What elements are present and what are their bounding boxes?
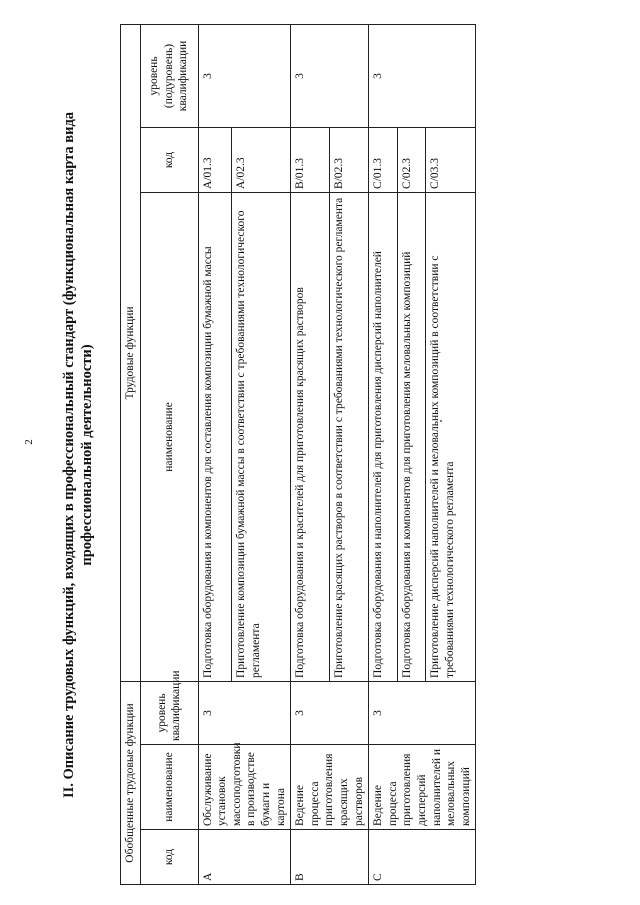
section-title: [60, 25, 96, 885]
function-code: A/01.3: [198, 127, 232, 192]
group-code: A: [198, 830, 291, 885]
function-sublevel: 3: [291, 24, 369, 127]
function-sublevel: 3: [369, 24, 476, 127]
table-row: [198, 24, 232, 884]
header-gen-code: код: [140, 830, 198, 885]
function-sublevel: 3: [198, 24, 291, 127]
header-func-name: наименование: [140, 192, 198, 681]
header-gen-name: наименование: [140, 745, 198, 830]
table-row: [291, 24, 330, 884]
group-name: Ведение процесса приготовления красящих растворов: [291, 745, 369, 830]
header-gen-level: уровень квалификации: [140, 681, 198, 744]
function-name: Подготовка оборудования и компонентов для приготовления меловальных композиций: [397, 192, 426, 681]
header-labor-functions: Трудовые функции: [121, 24, 141, 681]
function-name: Приготовление красящих растворов в соответствии с требованиями технологического регламента: [330, 192, 369, 681]
header-func-code: код: [140, 127, 198, 192]
group-level: 3: [291, 681, 369, 744]
group-level: 3: [198, 681, 291, 744]
group-code: B: [291, 830, 369, 885]
function-code: C/01.3: [369, 127, 398, 192]
function-name: Подготовка оборудования и наполнителей для приготовления дисперсий наполнителей: [369, 192, 398, 681]
header-func-sublevel: уровень (подуровень) квалификации: [140, 24, 198, 127]
section-title-line-2: профессиональной деятельности): [79, 344, 95, 566]
group-code: C: [369, 830, 476, 885]
table-row: [369, 24, 398, 884]
page-number: 2: [22, 439, 35, 445]
header-row-2: [140, 24, 198, 884]
header-generalized-functions: Обобщенные трудовые функции: [121, 681, 141, 884]
function-code: A/02.3: [232, 127, 291, 192]
function-name: Приготовление композиции бумажной массы в соответствии с требованиями технологического регламента: [232, 192, 291, 681]
function-name: Приготовление дисперсий наполнителей и меловальных композиций в соответствии с требованиями технологического регламента: [426, 192, 476, 681]
header-row-1: [121, 24, 141, 884]
rotated-page-content: [60, 25, 585, 885]
group-name: Ведение процесса приготовления дисперсий наполнителей и меловальных композиций: [369, 745, 476, 830]
function-name: Подготовка оборудования и красителей для приготовления красящих растворов: [291, 192, 330, 681]
section-title-line-1: II. Описание трудовых функций, входящих в профессиональный стандарт (функциональная карта вида: [61, 111, 77, 799]
function-code: B/01.3: [291, 127, 330, 192]
function-code: B/02.3: [330, 127, 369, 192]
functional-map-table: [120, 24, 476, 885]
group-name: Обслуживание установок массоподготовки в производстве бумаги и картона: [198, 745, 291, 830]
function-name: Подготовка оборудования и компонентов для составления композиции бумажной массы: [198, 192, 232, 681]
function-code: C/02.3: [397, 127, 426, 192]
group-level: 3: [369, 681, 476, 744]
function-code: C/03.3: [426, 127, 476, 192]
